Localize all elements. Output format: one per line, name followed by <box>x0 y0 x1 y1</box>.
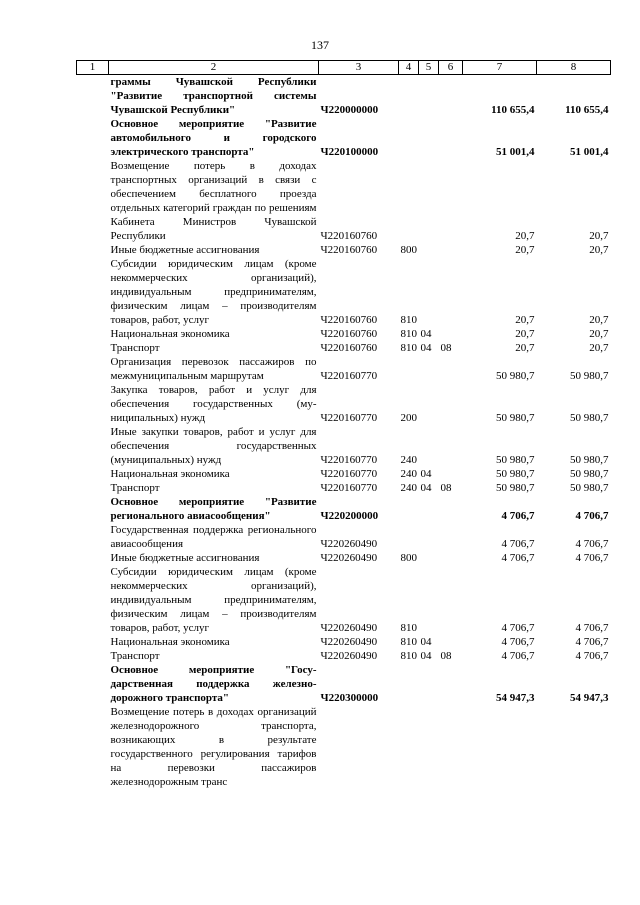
section-code <box>419 243 439 257</box>
amount-col-7: 4 706,7 <box>501 650 535 662</box>
amount-col-7: 4 706,7 <box>501 636 535 648</box>
amount-col-7: 4 706,7 <box>501 538 535 550</box>
amount-col-8: 20,7 <box>589 328 609 340</box>
row-number-cell <box>77 481 109 495</box>
table-row <box>77 383 611 425</box>
expense-type-code: 810 <box>400 636 417 648</box>
target-article-code: Ч220200000 <box>320 510 379 522</box>
subsection-code <box>439 159 463 243</box>
page-number: 137 <box>311 38 329 52</box>
col-header-3: 3 <box>319 61 399 75</box>
amount-col-7: 50 980,7 <box>496 454 535 466</box>
expense-type-code: 800 <box>400 552 417 564</box>
amount-col-8: 4 706,7 <box>575 622 609 634</box>
expense-type-code: 810 <box>400 342 417 354</box>
row-number-cell <box>77 425 109 467</box>
table-row <box>77 425 611 467</box>
item-name: Закупка товаров, работ и услуг для обеспечения государственных (муниципальных) нужд <box>110 384 317 424</box>
section-code <box>419 425 439 467</box>
subsection-code <box>439 495 463 523</box>
table-row <box>77 523 611 551</box>
item-name: Иные бюджетные ассигнования <box>110 552 260 564</box>
section-code <box>419 523 439 551</box>
col-header-2: 2 <box>109 61 319 75</box>
item-name: Возмещение потерь в доходах организаций железнодорожного транспорта, возникающих в результате государственного регулирования тарифов на перевозки пассажиров железнодорожным транс <box>110 706 317 788</box>
row-number-cell <box>77 705 109 789</box>
section-code <box>419 117 439 159</box>
row-number-cell <box>77 523 109 551</box>
target-article-code: Ч220260490 <box>320 636 378 648</box>
table-row <box>77 481 611 495</box>
target-article-code: Ч220160770 <box>320 370 378 382</box>
row-number-cell <box>77 355 109 383</box>
expense-type-code <box>399 495 419 523</box>
item-name: Основное мероприятие "Развитие регионального авиасообщения" <box>110 496 317 522</box>
table-row <box>77 117 611 159</box>
expense-type-code: 200 <box>400 412 417 424</box>
expense-type-code <box>399 355 419 383</box>
row-number-cell <box>77 565 109 635</box>
section-code <box>419 383 439 425</box>
amount-col-8: 110 655,4 <box>565 104 609 116</box>
amount-col-7: 4 706,7 <box>501 510 535 522</box>
item-name: Транспорт <box>110 342 160 354</box>
section-code <box>419 551 439 565</box>
amount-col-7: 4 706,7 <box>501 552 535 564</box>
section-code: 04 <box>420 328 432 340</box>
amount-col-7: 4 706,7 <box>501 622 535 634</box>
expense-type-code: 800 <box>400 244 417 256</box>
target-article-code: Ч220160770 <box>320 468 378 480</box>
section-code: 04 <box>420 342 432 354</box>
section-code <box>419 75 439 118</box>
expense-type-code: 810 <box>400 314 417 326</box>
amount-col-7: 50 980,7 <box>496 370 535 382</box>
amount-col-8 <box>537 705 611 789</box>
amount-col-8: 50 980,7 <box>570 370 609 382</box>
col-header-6: 6 <box>439 61 463 75</box>
row-number-cell <box>77 663 109 705</box>
amount-col-7: 50 980,7 <box>496 482 535 494</box>
target-article-code: Ч220160760 <box>320 328 378 340</box>
target-article-code: Ч220160770 <box>320 412 378 424</box>
amount-col-8: 20,7 <box>589 230 609 242</box>
section-code <box>419 257 439 327</box>
section-code <box>419 565 439 635</box>
col-header-1: 1 <box>77 61 109 75</box>
section-code <box>419 355 439 383</box>
target-article-code: Ч220160760 <box>320 230 378 242</box>
amount-col-7: 50 980,7 <box>496 468 535 480</box>
target-article-code: Ч220160770 <box>320 482 378 494</box>
subsection-code <box>439 327 463 341</box>
row-number-cell <box>77 257 109 327</box>
subsection-code <box>439 705 463 789</box>
subsection-code <box>439 75 463 118</box>
amount-col-7 <box>463 705 537 789</box>
subsection-code <box>439 425 463 467</box>
header-row <box>77 61 611 75</box>
row-number-cell <box>77 383 109 425</box>
target-article-code: Ч220260490 <box>320 622 378 634</box>
amount-col-8: 50 980,7 <box>570 412 609 424</box>
table-row <box>77 635 611 649</box>
section-code: 04 <box>420 482 432 494</box>
item-name: Национальная экономика <box>110 468 230 480</box>
amount-col-7: 110 655,4 <box>491 104 535 116</box>
amount-col-8: 51 001,4 <box>570 146 609 158</box>
expense-type-code <box>399 159 419 243</box>
expense-type-code <box>399 523 419 551</box>
target-article-code: Ч220260490 <box>320 552 378 564</box>
table-row <box>77 663 611 705</box>
subsection-code <box>439 243 463 257</box>
row-number-cell <box>77 635 109 649</box>
amount-col-8: 54 947,3 <box>570 692 609 704</box>
amount-col-7: 20,7 <box>515 314 535 326</box>
amount-col-8: 50 980,7 <box>570 482 609 494</box>
col-header-5: 5 <box>419 61 439 75</box>
table-row <box>77 467 611 481</box>
target-article-code: Ч220000000 <box>320 104 379 116</box>
section-code: 04 <box>420 650 432 662</box>
subsection-code: 08 <box>440 342 452 354</box>
subsection-code <box>439 565 463 635</box>
subsection-code <box>439 551 463 565</box>
target-article-code: Ч220260490 <box>320 650 378 662</box>
item-name: Организация перевозок пассажиров по межмуниципальным маршрутам <box>110 356 317 382</box>
amount-col-7: 54 947,3 <box>496 692 535 704</box>
target-article-code: Ч220100000 <box>320 146 379 158</box>
expense-type-code: 810 <box>400 650 417 662</box>
subsection-code <box>439 663 463 705</box>
amount-col-8: 4 706,7 <box>575 650 609 662</box>
item-name: Иные закупки товаров, работ и услуг для обеспечения государственных (муниципальных) нужд <box>110 426 317 466</box>
subsection-code <box>439 355 463 383</box>
amount-col-7: 50 980,7 <box>496 412 535 424</box>
amount-col-8: 50 980,7 <box>570 454 609 466</box>
table-row <box>77 649 611 663</box>
target-article-code: Ч220300000 <box>320 692 379 704</box>
expense-type-code: 810 <box>400 622 417 634</box>
amount-col-7: 51 001,4 <box>496 146 535 158</box>
expense-type-code: 810 <box>400 328 417 340</box>
row-number-cell <box>77 159 109 243</box>
section-code <box>419 495 439 523</box>
table-row <box>77 341 611 355</box>
table-row <box>77 257 611 327</box>
table-row <box>77 159 611 243</box>
row-number-cell <box>77 117 109 159</box>
expense-type-code <box>399 705 419 789</box>
subsection-code <box>439 117 463 159</box>
item-name: Национальная экономика <box>110 328 230 340</box>
amount-col-8: 20,7 <box>589 314 609 326</box>
target-article-code: Ч220160770 <box>320 454 378 466</box>
item-name: Транспорт <box>110 482 160 494</box>
col-header-8: 8 <box>537 61 611 75</box>
table-row <box>77 551 611 565</box>
budget-table <box>76 60 611 789</box>
table-row <box>77 327 611 341</box>
section-code <box>419 159 439 243</box>
target-article-code <box>319 705 399 789</box>
expense-type-code: 240 <box>400 482 417 494</box>
item-name: граммы Чувашской Республики "Развитие транспортной системы Чувашской Республики" <box>110 76 317 116</box>
row-number-cell <box>77 495 109 523</box>
target-article-code: Ч220260490 <box>320 538 378 550</box>
target-article-code: Ч220160760 <box>320 244 378 256</box>
target-article-code: Ч220160760 <box>320 314 378 326</box>
amount-col-8: 4 706,7 <box>575 510 609 522</box>
amount-col-7: 20,7 <box>515 328 535 340</box>
amount-col-8: 4 706,7 <box>575 552 609 564</box>
subsection-code: 08 <box>440 482 452 494</box>
target-article-code: Ч220160760 <box>320 342 378 354</box>
amount-col-8: 20,7 <box>589 244 609 256</box>
table-row <box>77 243 611 257</box>
subsection-code <box>439 635 463 649</box>
table-row <box>77 705 611 789</box>
row-number-cell <box>77 467 109 481</box>
table-row <box>77 75 611 118</box>
expense-type-code <box>399 117 419 159</box>
section-code: 04 <box>420 468 432 480</box>
subsection-code: 08 <box>440 650 452 662</box>
col-header-4: 4 <box>399 61 419 75</box>
subsection-code <box>439 523 463 551</box>
amount-col-7: 20,7 <box>515 230 535 242</box>
table-row <box>77 495 611 523</box>
expense-type-code: 240 <box>400 468 417 480</box>
subsection-code <box>439 467 463 481</box>
amount-col-8: 20,7 <box>589 342 609 354</box>
row-number-cell <box>77 551 109 565</box>
row-number-cell <box>77 243 109 257</box>
row-number-cell <box>77 341 109 355</box>
table-row <box>77 355 611 383</box>
section-code <box>419 705 439 789</box>
table-row <box>77 565 611 635</box>
amount-col-8: 50 980,7 <box>570 468 609 480</box>
item-name: Субсидии юридическим лицам (кроме некоммерческих организаций), индивидуальным предпринимателям, физическим лицам – производителям товаров, работ, услуг <box>110 566 317 634</box>
item-name: Национальная экономика <box>110 636 230 648</box>
item-name: Основное мероприятие "Государственная поддержка железнодорожного транспорта" <box>110 664 317 704</box>
item-name: Государственная поддержка регионального авиасообщения <box>110 524 317 550</box>
expense-type-code <box>399 75 419 118</box>
item-name: Возмещение потерь в доходах транспортных организаций в связи с обеспечением бесплатного проезда отдельных категорий граждан по решениям Кабинета Министров Чувашской Республики <box>110 160 317 242</box>
item-name: Основное мероприятие "Развитие автомобильного и городского электрического транспорта" <box>110 118 317 158</box>
item-name: Субсидии юридическим лицам (кроме некоммерческих организаций), индивидуальным предпринимателям, физическим лицам – производителям товаров, работ, услуг <box>110 258 317 326</box>
section-code <box>419 663 439 705</box>
subsection-code <box>439 383 463 425</box>
expense-type-code <box>399 663 419 705</box>
section-code: 04 <box>420 636 432 648</box>
row-number-cell <box>77 327 109 341</box>
expense-type-code: 240 <box>400 454 417 466</box>
amount-col-7: 20,7 <box>515 342 535 354</box>
amount-col-8: 4 706,7 <box>575 636 609 648</box>
amount-col-8: 4 706,7 <box>575 538 609 550</box>
row-number-cell <box>77 75 109 118</box>
subsection-code <box>439 257 463 327</box>
item-name: Иные бюджетные ассигнования <box>110 244 260 256</box>
amount-col-7: 20,7 <box>515 244 535 256</box>
item-name: Транспорт <box>110 650 160 662</box>
row-number-cell <box>77 649 109 663</box>
col-header-7: 7 <box>463 61 537 75</box>
